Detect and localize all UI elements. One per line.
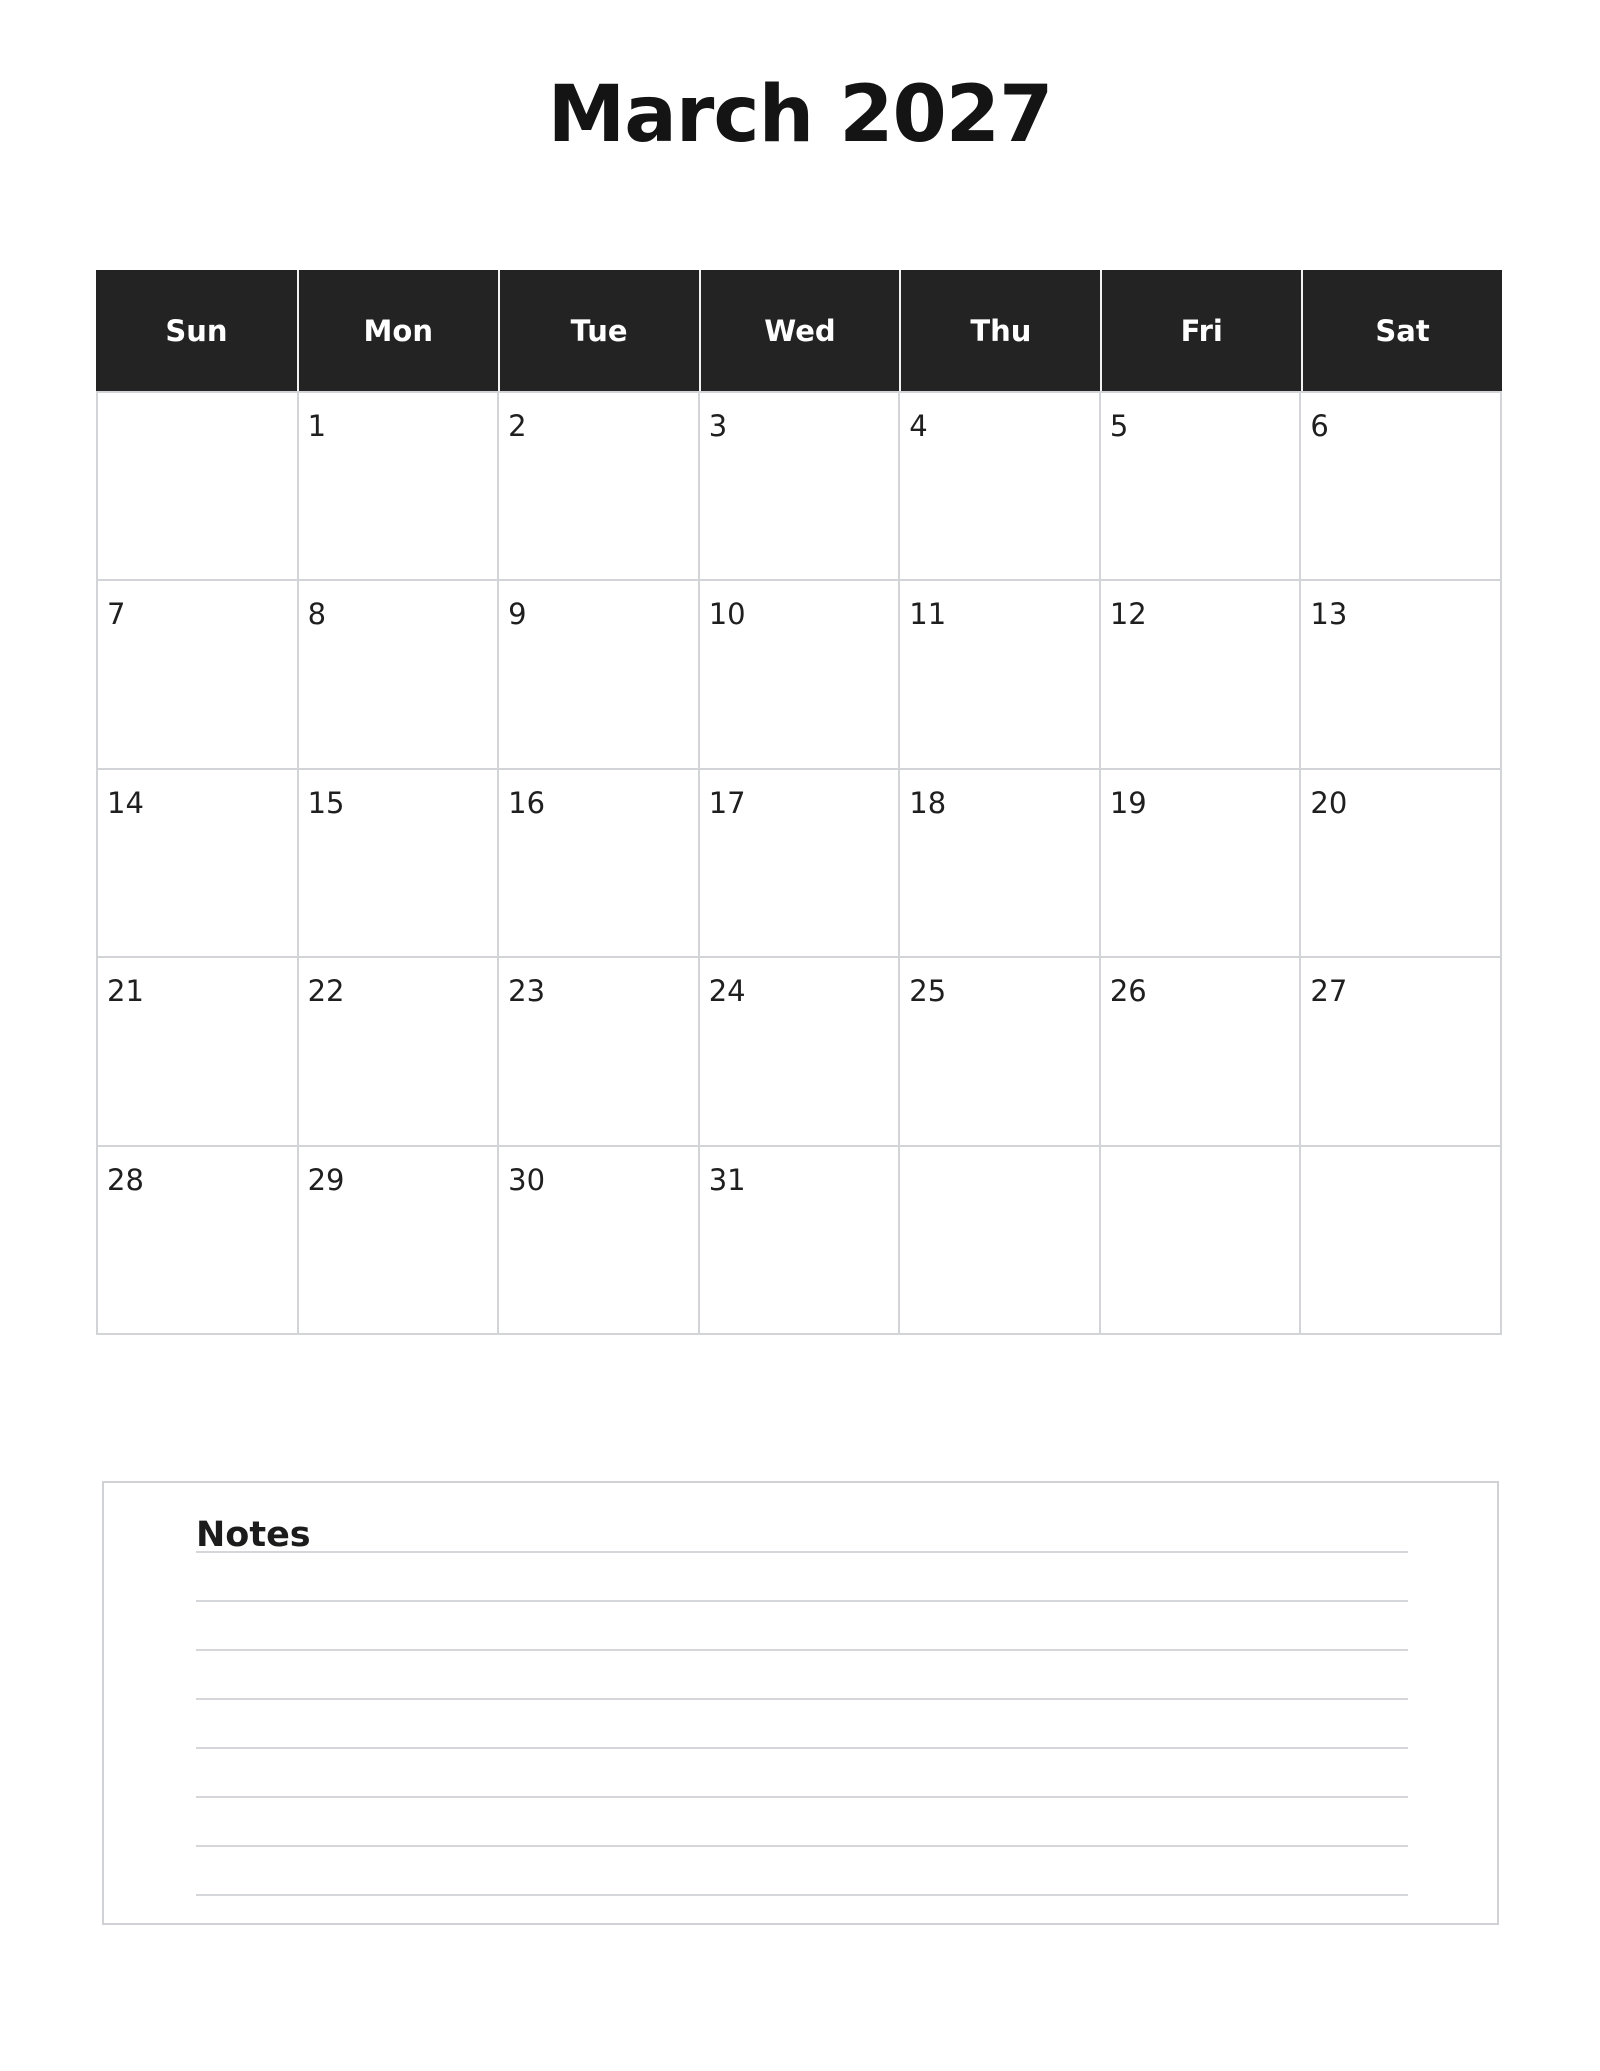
day-number: 24: [708, 974, 746, 1009]
day-cell: [900, 770, 1101, 958]
day-number: 30: [508, 1162, 546, 1197]
day-cell: [1101, 958, 1302, 1146]
page-title: March 2027: [547, 70, 1053, 160]
day-number: 18: [909, 785, 947, 820]
note-line: [196, 1600, 1408, 1602]
weekday-sun: Sun: [165, 313, 228, 348]
day-number: 4: [909, 409, 928, 443]
day-number: 17: [708, 785, 746, 820]
day-cell: [1101, 581, 1302, 769]
day-cell: [1301, 770, 1502, 958]
note-line: [196, 1747, 1408, 1749]
day-number: 26: [1109, 974, 1147, 1009]
day-number: 15: [307, 785, 345, 820]
day-cell: [1101, 770, 1302, 958]
note-line: [196, 1551, 1408, 1553]
day-cell: [299, 393, 500, 581]
day-number: 2: [508, 409, 527, 443]
day-cell: [98, 1147, 299, 1335]
day-cell: [98, 393, 299, 581]
day-cell: [700, 958, 901, 1146]
day-cell: [900, 1147, 1101, 1335]
day-number: 27: [1310, 974, 1348, 1009]
notes-title: Notes: [196, 1515, 311, 1555]
notes-section: [102, 1481, 1499, 1925]
day-number: 28: [107, 1162, 144, 1197]
day-number: 21: [107, 974, 144, 1009]
day-cell: [1301, 581, 1502, 769]
day-cell: [98, 581, 299, 769]
day-cell: [98, 770, 299, 958]
day-number: 3: [708, 409, 728, 443]
day-number: 22: [307, 974, 345, 1009]
day-number: 12: [1109, 597, 1147, 632]
day-cell: [1301, 393, 1502, 581]
day-number: 14: [107, 785, 144, 820]
day-cell: [900, 393, 1101, 581]
day-cell: [499, 393, 700, 581]
day-number: 23: [508, 974, 546, 1009]
weekday-sat: Sat: [1301, 270, 1502, 391]
weekday-thu: Thu: [899, 270, 1100, 391]
day-number: 16: [508, 785, 546, 820]
day-cell: [900, 958, 1101, 1146]
weekday-header: [96, 270, 1502, 391]
day-number: 11: [909, 597, 947, 632]
weekday-wed: Wed: [699, 270, 900, 391]
day-number: 8: [307, 597, 327, 632]
day-cell: [700, 770, 901, 958]
day-cell: [1301, 958, 1502, 1146]
day-cell: [900, 581, 1101, 769]
note-line: [196, 1845, 1408, 1847]
weekday-mon: Mon: [297, 270, 498, 391]
day-cell: [299, 1147, 500, 1335]
weekday-fri: Fri: [1100, 270, 1301, 391]
day-cell: [700, 581, 901, 769]
day-number: 9: [508, 597, 527, 632]
day-cell: [499, 581, 700, 769]
day-number: 10: [708, 597, 746, 632]
day-cell: [299, 581, 500, 769]
day-number: 7: [107, 597, 126, 632]
day-number: 6: [1310, 409, 1329, 443]
day-cell: [299, 770, 500, 958]
day-number: 5: [1109, 409, 1129, 443]
note-line: [196, 1649, 1408, 1651]
day-cell: [700, 393, 901, 581]
day-cell: [1101, 1147, 1302, 1335]
day-cell: [700, 1147, 901, 1335]
day-grid: [96, 391, 1502, 1335]
day-number: 19: [1109, 785, 1147, 820]
day-number: 29: [307, 1162, 345, 1197]
day-cell: [499, 770, 700, 958]
day-number: 13: [1310, 597, 1348, 632]
day-cell: [299, 958, 500, 1146]
day-cell: [1301, 1147, 1502, 1335]
note-line: [196, 1698, 1408, 1700]
note-line: [196, 1894, 1408, 1896]
weekday-tue: Tue: [498, 270, 699, 391]
month-calendar: [96, 270, 1502, 1335]
day-cell: [1101, 393, 1302, 581]
day-cell: [499, 1147, 700, 1335]
day-number: 1: [307, 409, 327, 443]
day-number: 25: [909, 974, 947, 1009]
day-number: 31: [708, 1162, 746, 1197]
day-cell: [499, 958, 700, 1146]
day-number: 20: [1310, 785, 1348, 820]
day-cell: [98, 958, 299, 1146]
note-line: [196, 1796, 1408, 1798]
